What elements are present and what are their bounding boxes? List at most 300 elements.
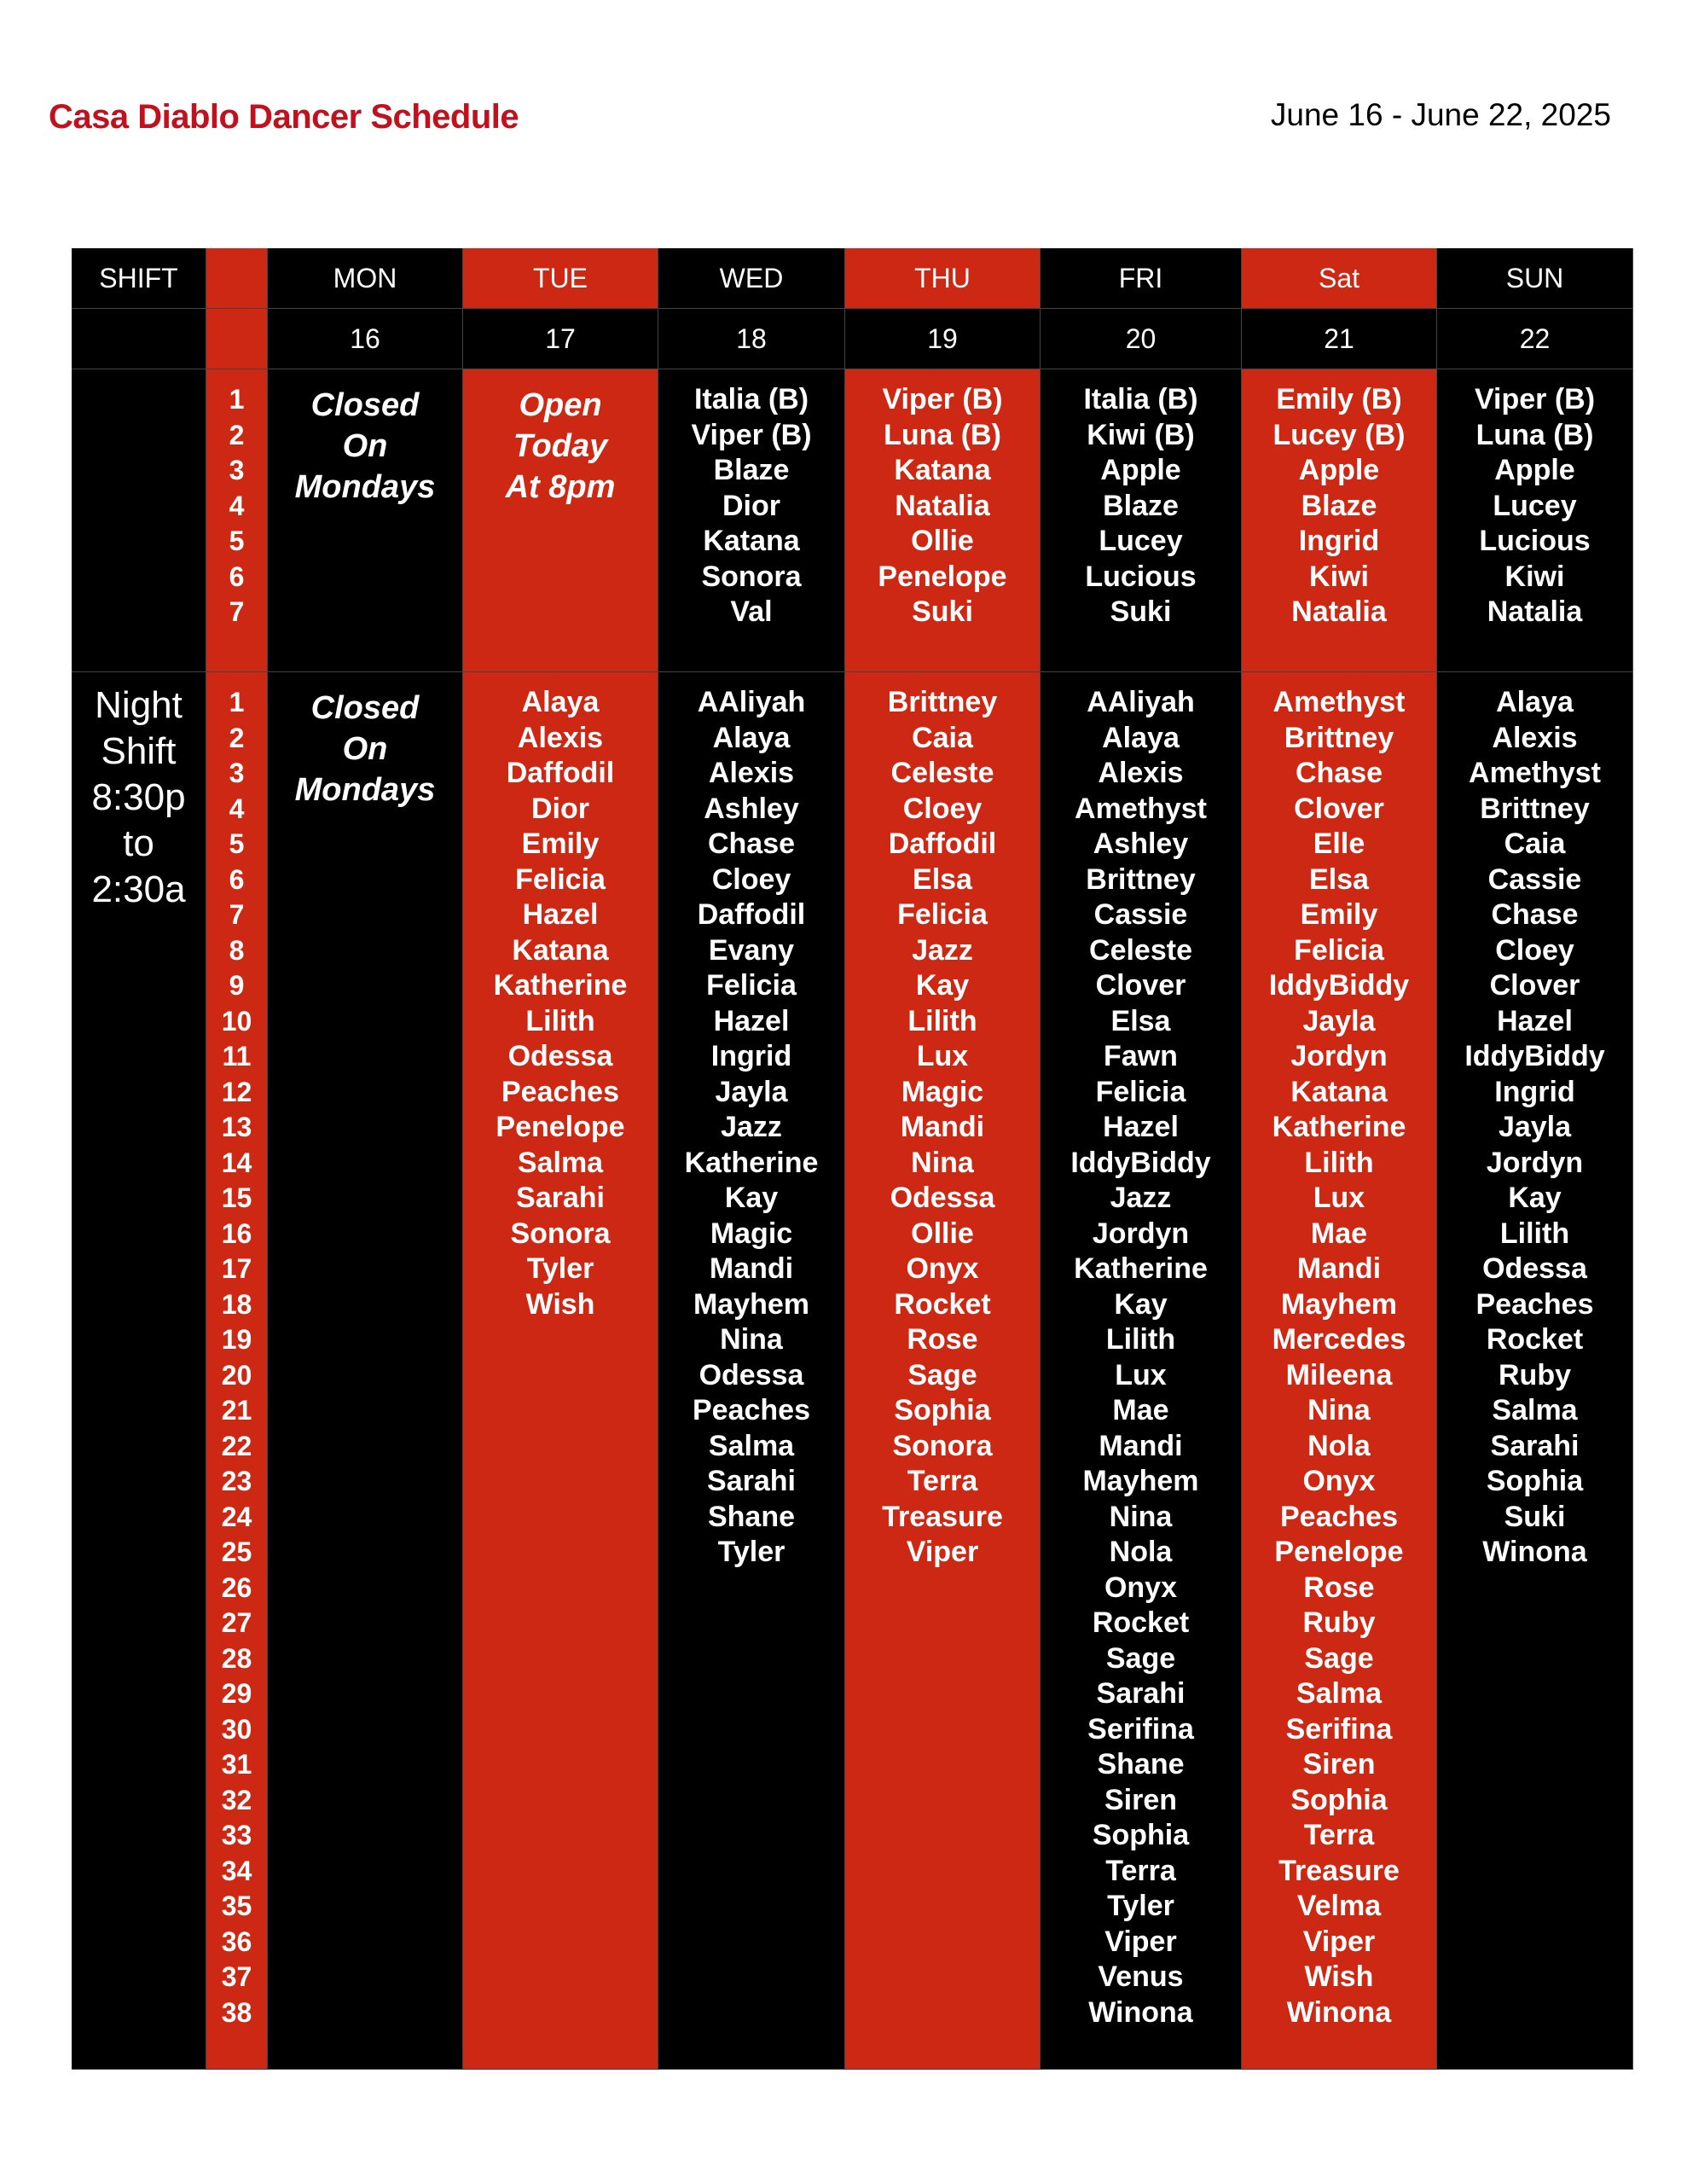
day-shift-sun-entry: Apple — [1494, 454, 1575, 486]
day-shift-sat-entry: Blaze — [1301, 489, 1377, 522]
night-shift-wed-entry: Hazel — [713, 1004, 790, 1037]
night-shift-fri-entry: Rocket — [1092, 1606, 1190, 1639]
day-shift-thu-entry: Luna (B) — [884, 418, 1001, 451]
night-shift-thu-entry: Celeste — [890, 757, 994, 789]
night-shift-slot-numbers-entry: 29 — [221, 1678, 252, 1709]
night-shift-sun-entry: Sarahi — [1490, 1429, 1580, 1462]
day-shift-thu — [845, 369, 1041, 672]
night-shift-fri-entry: Sophia — [1092, 1819, 1190, 1851]
day-shift-slot-numbers-entry: 7 — [229, 596, 245, 627]
night-shift-tue-entry: Katana — [512, 933, 609, 967]
date-tue: 17 — [463, 309, 658, 369]
night-shift-slot-numbers-entry: 9 — [229, 970, 245, 1001]
day-shift-thu-entry: Suki — [912, 595, 973, 628]
night-shift-slot-numbers-entry: 7 — [229, 899, 245, 930]
night-shift-fri-entry: Siren — [1104, 1783, 1178, 1816]
day-shift-sat-entry: Emily (B) — [1276, 383, 1402, 415]
night-shift-slot-numbers-entry: 2 — [229, 722, 245, 753]
night-shift-thu-entry: Magic — [901, 1075, 984, 1108]
day-shift-tue-note-entry: At 8pm — [505, 469, 616, 505]
night-shift-tue-entry: Peaches — [501, 1075, 619, 1108]
night-shift-fri-entry: Mayhem — [1082, 1465, 1199, 1497]
night-shift-slot-numbers-entry: 31 — [221, 1749, 252, 1780]
night-shift-slot-numbers-entry: 17 — [221, 1253, 252, 1284]
night-shift-sat-entry: Brittney — [1284, 721, 1394, 754]
day-shift-wed-entry: Italia (B) — [693, 383, 809, 415]
date-range: June 16 - June 22, 2025 — [1270, 97, 1611, 132]
night-shift-tue-entry: Felicia — [515, 863, 606, 896]
night-shift-sun-entry: Cloey — [1495, 933, 1574, 967]
header-day-sun: SUN — [1437, 248, 1633, 309]
night-shift-wed-entry: Felicia — [706, 969, 797, 1002]
night-shift-slot-numbers-entry: 14 — [221, 1147, 252, 1178]
day-shift-slot-numbers-entry: 4 — [229, 490, 245, 521]
night-shift-sat-entry: Siren — [1302, 1748, 1376, 1780]
night-shift-thu-entry: Elsa — [913, 863, 972, 896]
night-shift-sun-entry: Kay — [1508, 1182, 1562, 1214]
night-shift-sat-entry: Wish — [1304, 1960, 1374, 1993]
night-shift-sat-entry: Felicia — [1294, 933, 1384, 967]
night-shift-tue — [463, 672, 658, 2070]
night-shift-thu-entry: Sage — [907, 1358, 977, 1391]
document-title: Casa Diablo Dancer Schedule — [49, 98, 519, 136]
night-shift-fri-entry: Felicia — [1095, 1075, 1186, 1108]
night-shift-fri-entry: Venus — [1098, 1960, 1184, 1993]
night-shift-sat — [1242, 672, 1437, 2070]
night-shift-thu — [845, 672, 1041, 2070]
night-shift-sat-entry: Mandi — [1296, 1252, 1382, 1285]
day-shift-sun-entry: Kiwi — [1504, 560, 1565, 593]
night-shift-tue-entry: Daffodil — [506, 757, 615, 789]
night-shift-fri-entry: Sage — [1105, 1641, 1176, 1675]
night-shift-wed-entry: Mandi — [709, 1252, 794, 1285]
night-shift-sun-entry: Suki — [1504, 1500, 1566, 1533]
date-sun: 22 — [1437, 309, 1633, 369]
night-shift-thu-entry: Lilith — [907, 1004, 977, 1037]
night-shift-sun-entry: Sophia — [1486, 1465, 1584, 1497]
day-shift-sun-entry: Natalia — [1487, 595, 1583, 628]
night-shift-slot-numbers-entry: 24 — [221, 1501, 252, 1532]
night-shift-sun-entry: Odessa — [1482, 1252, 1587, 1285]
night-shift-sat-entry: Mae — [1310, 1217, 1368, 1250]
night-shift-slot-numbers-entry: 12 — [221, 1076, 252, 1107]
night-shift-wed-entry: Mayhem — [693, 1287, 810, 1321]
header-day-mon: MON — [268, 248, 463, 309]
night-shift-fri-entry: Tyler — [1107, 1890, 1174, 1922]
night-shift-slot-numbers-entry: 6 — [229, 863, 245, 895]
day-shift-fri — [1041, 369, 1242, 672]
night-shift-thu-entry: Daffodil — [888, 828, 997, 860]
night-shift-slot-numbers-entry: 34 — [221, 1855, 252, 1886]
day-shift-label — [72, 369, 206, 672]
day-shift-sun-entry: Lucey — [1493, 489, 1577, 522]
day-shift-fri-entry: Blaze — [1103, 489, 1179, 522]
day-shift-thu-entry: Penelope — [878, 560, 1007, 593]
night-shift-sat-entry: IddyBiddy — [1268, 969, 1410, 1002]
night-shift-slot-numbers-entry: 27 — [221, 1607, 252, 1638]
night-shift-sat-entry: Clover — [1294, 792, 1384, 825]
night-shift-sat-entry: Katherine — [1272, 1111, 1406, 1143]
night-shift-slot-numbers-entry: 11 — [222, 1041, 252, 1072]
night-shift-sat-entry: Jordyn — [1290, 1040, 1388, 1072]
night-shift-wed-entry: Alaya — [712, 721, 791, 754]
night-shift-fri-entry: Winona — [1088, 1995, 1193, 2029]
night-shift-slot-numbers-entry: 21 — [221, 1395, 252, 1426]
day-shift-mon-note-entry: Mondays — [294, 469, 436, 505]
night-shift-fri-entry: Onyx — [1104, 1571, 1178, 1604]
night-shift-thu-entry: Caia — [912, 721, 973, 754]
night-shift-thu-entry: Onyx — [906, 1252, 979, 1285]
day-shift-slot-numbers-entry: 6 — [229, 561, 245, 592]
day-shift-thu-entry: Katana — [894, 454, 991, 486]
day-shift-mon-note — [268, 369, 463, 672]
night-shift-thu-entry: Kay — [915, 969, 970, 1002]
night-shift-thu-entry: Rocket — [894, 1287, 991, 1321]
night-shift-tue-entry: Wish — [525, 1287, 595, 1321]
night-shift-tue-entry: Lilith — [525, 1004, 595, 1037]
night-shift-sat-entry: Lux — [1313, 1182, 1365, 1214]
night-shift-fri-entry: Ashley — [1093, 828, 1189, 860]
night-shift-sun-entry: Ingrid — [1494, 1075, 1575, 1108]
night-shift-wed-entry: Alexis — [708, 757, 795, 789]
night-shift-sat-entry: Elsa — [1309, 863, 1369, 896]
night-shift-sun — [1437, 672, 1633, 2070]
night-shift-label-entry: to — [123, 822, 154, 864]
night-shift-wed-entry: Peaches — [693, 1394, 810, 1426]
night-shift-sun-entry: Peaches — [1475, 1287, 1594, 1321]
day-shift-sat-entry: Lucey (B) — [1272, 418, 1406, 451]
night-shift-sat-entry: Nola — [1307, 1429, 1371, 1462]
night-shift-slot-numbers — [206, 672, 268, 2070]
night-shift-slot-numbers-entry: 28 — [221, 1642, 252, 1674]
night-shift-fri-entry: Hazel — [1103, 1111, 1179, 1143]
day-shift-sun-entry: Luna (B) — [1475, 418, 1594, 451]
day-shift-fri-entry: Lucious — [1085, 560, 1197, 593]
night-shift-thu-entry: Mandi — [900, 1111, 985, 1143]
day-shift-fri-entry: Suki — [1110, 595, 1172, 628]
night-shift-fri-entry: Jordyn — [1092, 1217, 1190, 1250]
night-shift-sun-entry: Salma — [1492, 1394, 1578, 1426]
day-shift-sat-entry: Apple — [1298, 454, 1380, 486]
night-shift-sat-entry: Katana — [1290, 1075, 1388, 1108]
night-shift-slot-numbers-entry: 23 — [221, 1466, 252, 1496]
night-shift-wed — [658, 672, 845, 2070]
night-shift-slot-numbers-entry: 35 — [221, 1891, 252, 1921]
night-shift-tue-entry: Hazel — [522, 898, 599, 931]
day-shift-tue-note-entry: Today — [513, 428, 608, 464]
night-shift-fri-entry: Lux — [1115, 1358, 1167, 1391]
night-shift-slot-numbers-entry: 15 — [221, 1182, 252, 1213]
night-shift-tue-entry: Sonora — [510, 1217, 611, 1250]
night-shift-thu-entry: Treasure — [882, 1500, 1003, 1533]
night-shift-sun-entry: Jayla — [1498, 1111, 1572, 1143]
night-shift-label-entry: 8:30p — [91, 776, 186, 818]
night-shift-sun-entry: Brittney — [1480, 792, 1590, 825]
date-fri: 20 — [1041, 309, 1242, 369]
night-shift-sun-entry: Cassie — [1487, 863, 1582, 896]
night-shift-fri-entry: Cassie — [1093, 898, 1188, 931]
night-shift-wed-entry: AAliyah — [697, 686, 806, 718]
night-shift-fri-entry: Nola — [1109, 1536, 1173, 1568]
night-shift-fri-entry: Amethyst — [1075, 792, 1207, 825]
header-day-thu: THU — [845, 248, 1041, 309]
night-shift-fri-entry: Alaya — [1102, 721, 1180, 754]
day-shift-slot-numbers — [206, 369, 268, 672]
night-shift-sat-entry: Ruby — [1302, 1606, 1376, 1639]
night-shift-wed-entry: Salma — [708, 1429, 795, 1462]
day-shift-mon-note-entry: Closed — [310, 387, 420, 423]
day-shift-wed — [658, 369, 845, 672]
night-shift-tue-entry: Salma — [517, 1146, 604, 1179]
night-shift-sun-entry: IddyBiddy — [1464, 1040, 1605, 1072]
day-shift-fri-entry: Kiwi (B) — [1087, 418, 1195, 451]
day-shift-tue-note — [463, 369, 658, 672]
night-shift-slot-numbers-entry: 30 — [221, 1713, 252, 1745]
night-shift-sat-entry: Elle — [1313, 828, 1365, 860]
night-shift-sat-entry: Chase — [1295, 757, 1383, 789]
night-shift-label-entry: Night — [95, 684, 183, 726]
night-shift-sat-entry: Jayla — [1302, 1004, 1376, 1037]
night-shift-slot-numbers-entry: 36 — [221, 1926, 252, 1957]
day-shift-sun-entry: Lucious — [1479, 525, 1591, 557]
night-shift-sun-entry: Caia — [1504, 828, 1566, 860]
day-shift-slot-numbers-entry: 1 — [229, 384, 245, 415]
night-shift-thu-entry: Sonora — [892, 1429, 993, 1462]
night-shift-wed-entry: Ingrid — [710, 1040, 792, 1072]
night-shift-fri-entry: Clover — [1095, 969, 1186, 1002]
night-shift-sat-entry: Lilith — [1304, 1146, 1374, 1179]
night-shift-slot-numbers-entry: 3 — [229, 758, 245, 788]
night-shift-sat-entry: Amethyst — [1272, 686, 1406, 718]
day-shift-slot-numbers-entry: 2 — [229, 419, 245, 450]
day-shift-sat-entry: Ingrid — [1298, 525, 1380, 557]
day-shift-thu-entry: Natalia — [895, 489, 990, 522]
night-shift-label — [72, 672, 206, 2070]
night-shift-wed-entry: Jayla — [715, 1075, 788, 1108]
day-shift-mon-note-entry: On — [342, 428, 388, 464]
night-shift-thu-entry: Lux — [916, 1040, 969, 1072]
header-day-fri: FRI — [1041, 248, 1242, 309]
header-shift: SHIFT — [72, 248, 206, 309]
night-shift-slot-numbers-entry: 38 — [221, 1996, 252, 2028]
night-shift-fri-entry: Celeste — [1089, 933, 1192, 967]
night-shift-sat-entry: Peaches — [1280, 1500, 1398, 1533]
night-shift-sat-entry: Onyx — [1302, 1465, 1376, 1497]
night-shift-sun-entry: Ruby — [1499, 1358, 1571, 1391]
night-shift-mon-note — [268, 672, 463, 2070]
night-shift-sat-entry: Mercedes — [1272, 1323, 1406, 1356]
night-shift-thu-entry: Ollie — [911, 1217, 974, 1250]
night-shift-slot-numbers-entry: 10 — [221, 1005, 252, 1037]
night-shift-fri-entry: AAliyah — [1087, 686, 1195, 718]
night-shift-tue-entry: Emily — [521, 828, 600, 860]
night-shift-sun-entry: Hazel — [1497, 1004, 1573, 1037]
night-shift-wed-entry: Ashley — [704, 792, 799, 825]
night-shift-tue-entry: Sarahi — [516, 1182, 605, 1214]
night-shift-fri-entry: Alexis — [1098, 757, 1184, 789]
date-mon: 16 — [268, 309, 463, 369]
night-shift-wed-entry: Cloey — [711, 863, 791, 896]
header-day-wed: WED — [658, 248, 845, 309]
night-shift-wed-entry: Shane — [707, 1500, 796, 1533]
night-shift-fri-entry: Sarahi — [1096, 1677, 1186, 1710]
night-shift-fri-entry: Shane — [1097, 1748, 1185, 1780]
night-shift-sun-entry: Alaya — [1496, 686, 1574, 718]
night-shift-fri-entry: IddyBiddy — [1070, 1146, 1211, 1179]
schedule-table — [72, 248, 1633, 2070]
night-shift-fri-entry: Mandi — [1099, 1429, 1183, 1462]
night-shift-sat-entry: Serifina — [1285, 1712, 1393, 1745]
night-shift-wed-entry: Magic — [710, 1217, 793, 1250]
night-shift-sun-entry: Clover — [1489, 969, 1580, 1002]
night-shift-thu-entry: Brittney — [887, 686, 998, 718]
night-shift-wed-entry: Chase — [707, 828, 796, 860]
night-shift-fri-entry: Brittney — [1086, 863, 1196, 896]
day-shift-sat — [1242, 369, 1437, 672]
day-shift-fri-entry: Italia (B) — [1083, 383, 1198, 415]
night-shift-wed-entry: Nina — [720, 1323, 783, 1356]
day-shift-wed-entry: Sonora — [701, 560, 802, 593]
night-shift-slot-numbers-entry: 18 — [221, 1288, 252, 1320]
day-shift-wed-entry: Blaze — [713, 454, 790, 486]
night-shift-slot-numbers-entry: 16 — [221, 1217, 252, 1249]
night-shift-fri-entry: Lilith — [1105, 1323, 1176, 1356]
date-row-label — [72, 309, 206, 369]
date-sat: 21 — [1242, 309, 1437, 369]
night-shift-tue-entry: Katherine — [493, 969, 628, 1002]
night-shift-sat-entry: Emily — [1300, 898, 1378, 931]
night-shift-sat-entry: Salma — [1296, 1677, 1383, 1710]
day-shift-tue-note-entry: Open — [519, 387, 602, 423]
night-shift-sun-entry: Chase — [1491, 898, 1579, 931]
night-shift-label-entry: 2:30a — [91, 868, 186, 910]
night-shift-slot-numbers-entry: 20 — [221, 1359, 252, 1391]
day-shift-sun-entry: Viper (B) — [1474, 383, 1596, 415]
night-shift-sat-entry: Treasure — [1278, 1854, 1400, 1887]
night-shift-sat-entry: Sage — [1304, 1641, 1374, 1675]
day-shift-thu-entry: Viper (B) — [882, 383, 1003, 415]
night-shift-slot-numbers-entry: 25 — [221, 1536, 252, 1567]
date-wed: 18 — [658, 309, 845, 369]
day-shift-wed-entry: Katana — [703, 525, 800, 557]
night-shift-sat-entry: Nina — [1307, 1394, 1371, 1426]
header-day-tue: TUE — [463, 248, 658, 309]
night-shift-thu-entry: Rose — [907, 1323, 978, 1356]
day-shift-thu-entry: Ollie — [911, 525, 974, 557]
night-shift-thu-entry: Sophia — [894, 1394, 991, 1426]
night-shift-slot-numbers-entry: 1 — [229, 687, 245, 717]
day-shift-slot-numbers-entry: 5 — [229, 526, 245, 556]
night-shift-sat-entry: Penelope — [1274, 1536, 1404, 1568]
night-shift-wed-entry: Kay — [724, 1182, 779, 1214]
day-shift-slot-numbers-entry: 3 — [229, 455, 245, 485]
night-shift-sat-entry: Terra — [1303, 1819, 1375, 1851]
night-shift-slot-numbers-entry: 8 — [229, 934, 245, 966]
night-shift-mon-note-entry: Mondays — [294, 772, 436, 808]
night-shift-sat-entry: Winona — [1286, 1995, 1392, 2029]
night-shift-mon-note-entry: Closed — [310, 690, 420, 726]
night-shift-tue-entry: Penelope — [496, 1111, 625, 1143]
night-shift-slot-numbers-entry: 5 — [229, 828, 245, 859]
night-shift-thu-entry: Viper — [906, 1536, 979, 1568]
night-shift-fri-entry: Viper — [1104, 1925, 1177, 1958]
night-shift-sun-entry: Lilith — [1499, 1217, 1570, 1250]
night-shift-tue-entry: Dior — [531, 792, 589, 825]
night-shift-wed-entry: Evany — [708, 933, 795, 967]
night-shift-tue-entry: Tyler — [526, 1252, 594, 1285]
day-shift-sat-entry: Natalia — [1291, 595, 1387, 628]
night-shift-fri-entry: Serifina — [1087, 1712, 1194, 1745]
header-slot — [206, 248, 268, 309]
date-thu: 19 — [845, 309, 1041, 369]
header-day-sat: Sat — [1242, 248, 1437, 309]
day-shift-fri-entry: Lucey — [1099, 525, 1183, 557]
night-shift-sat-entry: Sophia — [1290, 1783, 1388, 1816]
night-shift-sun-entry: Rocket — [1486, 1323, 1584, 1356]
night-shift-sun-entry: Jordyn — [1486, 1146, 1584, 1179]
night-shift-sat-entry: Viper — [1302, 1925, 1376, 1958]
night-shift-thu-entry: Felicia — [897, 898, 988, 931]
night-shift-tue-entry: Alaya — [521, 686, 600, 718]
night-shift-fri-entry: Terra — [1105, 1854, 1176, 1887]
night-shift-fri-entry: Jazz — [1110, 1182, 1172, 1214]
night-shift-mon-note-entry: On — [342, 731, 388, 767]
night-shift-slot-numbers-entry: 26 — [221, 1571, 252, 1603]
night-shift-fri-entry: Kay — [1114, 1287, 1168, 1321]
night-shift-wed-entry: Odessa — [699, 1358, 804, 1391]
night-shift-wed-entry: Tyler — [717, 1536, 786, 1568]
night-shift-label-entry: Shift — [101, 730, 177, 772]
night-shift-sat-entry: Velma — [1296, 1890, 1382, 1922]
night-shift-fri-entry: Mae — [1112, 1394, 1169, 1426]
night-shift-sun-entry: Amethyst — [1469, 757, 1601, 789]
night-shift-wed-entry: Sarahi — [707, 1465, 796, 1497]
day-shift-sun — [1437, 369, 1633, 672]
day-shift-sat-entry: Kiwi — [1309, 560, 1369, 593]
night-shift-tue-entry: Odessa — [507, 1040, 613, 1072]
night-shift-thu-entry: Jazz — [912, 933, 973, 967]
day-shift-wed-entry: Dior — [722, 489, 780, 522]
night-shift-thu-entry: Terra — [907, 1465, 978, 1497]
night-shift-slot-numbers-entry: 22 — [221, 1430, 252, 1461]
night-shift-fri — [1041, 672, 1242, 2070]
night-shift-thu-entry: Cloey — [902, 792, 983, 825]
night-shift-slot-numbers-entry: 19 — [221, 1324, 252, 1355]
night-shift-slot-numbers-entry: 37 — [221, 1961, 252, 1992]
night-shift-fri-entry: Elsa — [1110, 1004, 1171, 1037]
night-shift-wed-entry: Jazz — [721, 1111, 782, 1143]
night-shift-slot-numbers-entry: 4 — [229, 793, 245, 824]
date-row-slot — [206, 309, 268, 369]
night-shift-thu-entry: Nina — [911, 1146, 974, 1179]
night-shift-slot-numbers-entry: 33 — [221, 1820, 252, 1850]
day-shift-wed-entry: Viper (B) — [691, 418, 812, 451]
night-shift-sat-entry: Rose — [1303, 1571, 1375, 1604]
night-shift-fri-entry: Katherine — [1074, 1252, 1208, 1285]
night-shift-slot-numbers-entry: 13 — [221, 1112, 252, 1142]
night-shift-wed-entry: Katherine — [684, 1146, 819, 1179]
night-shift-slot-numbers-entry: 32 — [221, 1784, 252, 1815]
night-shift-sun-entry: Alexis — [1492, 721, 1578, 754]
night-shift-sun-entry: Winona — [1482, 1536, 1587, 1568]
day-shift-wed-entry: Val — [730, 595, 773, 628]
night-shift-wed-entry: Daffodil — [697, 898, 806, 931]
night-shift-sat-entry: Mayhem — [1280, 1287, 1398, 1321]
day-shift-fri-entry: Apple — [1100, 454, 1181, 486]
night-shift-fri-entry: Fawn — [1104, 1040, 1178, 1072]
night-shift-tue-entry: Alexis — [517, 721, 604, 754]
night-shift-sat-entry: Mileena — [1285, 1358, 1393, 1391]
